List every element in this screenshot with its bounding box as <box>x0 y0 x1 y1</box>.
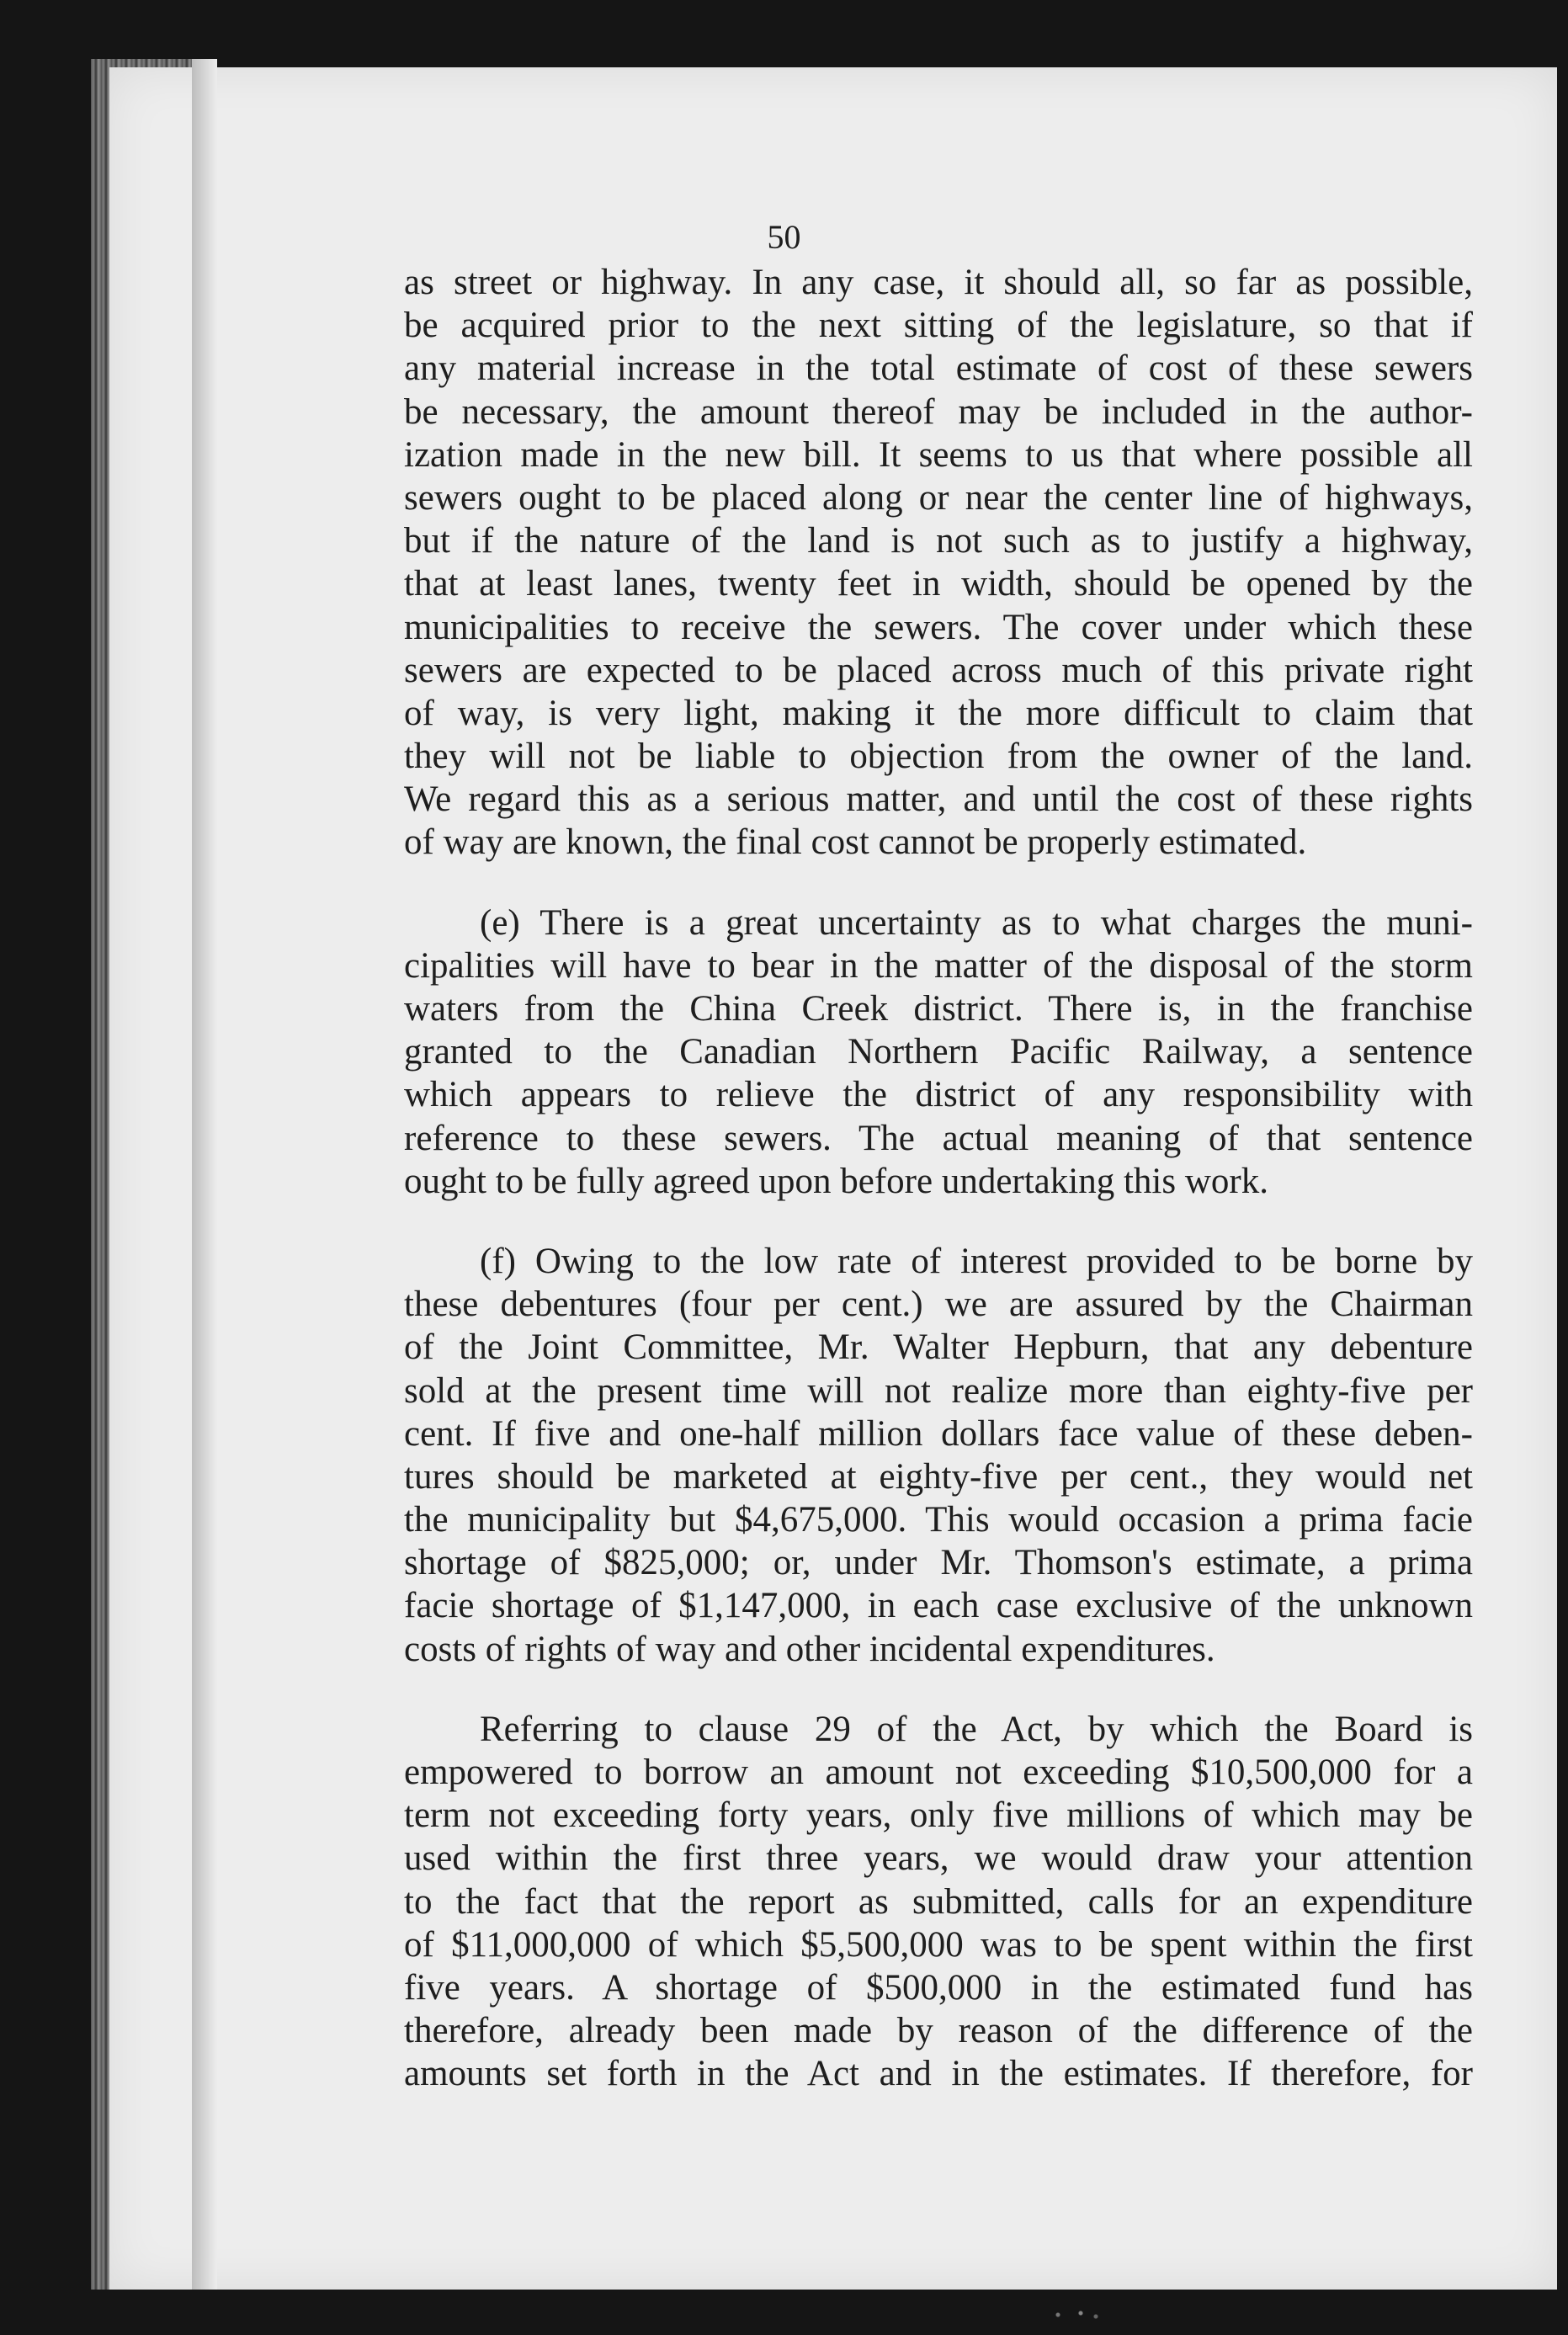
text-line: as street or highway. In any case, it should all, so far as possible, <box>404 263 1473 302</box>
text-line: any material increase in the total estimate of cost of these sewers <box>404 348 1473 389</box>
text-line: amounts set forth in the Act and in the estimates. If therefore, for <box>404 2054 1473 2094</box>
text-line: used within the first three years, we would draw your attention <box>404 1838 1473 1879</box>
text-line: (e) There is a great uncertainty as to what charges the muni- <box>480 902 1473 943</box>
text-line: of way are known, the final cost cannot be properly estimated. <box>404 822 1307 863</box>
page-gutter-shadow <box>192 59 217 2290</box>
text-line: of the Joint Committee, Mr. Walter Hepburn, that any debenture <box>404 1327 1473 1368</box>
body-text <box>404 261 1473 2133</box>
text-line: which appears to relieve the district of any responsibility with <box>404 1075 1473 1115</box>
text-line: of $11,000,000 of which $5,500,000 was to be spent within the first <box>404 1924 1473 1965</box>
text-line: cipalities will have to bear in the matter of the disposal of the storm <box>404 945 1473 986</box>
paragraph-1 <box>404 261 1473 864</box>
text-line: they will not be liable to objection from the owner of the land. <box>404 737 1473 777</box>
text-line: sold at the present time will not realize more than eighty-five per <box>404 1370 1473 1411</box>
text-line: but if the nature of the land is not such as to justify a highway, <box>404 521 1473 561</box>
text-line: municipalities to receive the sewers. The cover under which these <box>404 607 1473 647</box>
scan-specks <box>1035 2306 1111 2323</box>
text-line: tures should be marketed at eighty-five per cent., they would net <box>404 1456 1473 1497</box>
text-line: of way, is very light, making it the more difficult to claim that <box>404 693 1473 733</box>
text-line: ization made in the new bill. It seems to us that where possible all <box>404 434 1473 475</box>
text-line: reference to these sewers. The actual meaning of that sentence <box>404 1118 1473 1158</box>
text-line: empowered to borrow an amount not exceeding $10,500,000 for a <box>404 1753 1473 1792</box>
text-line: We regard this as a serious matter, and until the cost of these rights <box>404 779 1473 820</box>
text-line: be acquired prior to the next sitting of the legislature, so that if <box>404 306 1473 346</box>
text-line: ought to be fully agreed upon before undertaking this work. <box>404 1161 1268 1201</box>
text-line: cent. If five and one-half million dollars face value of these deben- <box>404 1413 1473 1454</box>
paragraph-f <box>404 1240 1473 1671</box>
text-line: sewers ought to be placed along or near the center line of highways, <box>404 477 1473 518</box>
text-line: term not exceeding forty years, only five millions of which may be <box>404 1795 1473 1836</box>
text-line: (f) Owing to the low rate of interest provided to be borne by <box>480 1241 1473 1281</box>
text-line: waters from the China Creek district. There is, in the franchise <box>404 989 1473 1029</box>
text-line: these debentures (four per cent.) we are assured by the Chairman <box>404 1285 1473 1325</box>
text-line: Referring to clause 29 of the Act, by which the Board is <box>480 1709 1473 1749</box>
text-line: granted to the Canadian Northern Pacific Railway, a sentence <box>404 1032 1473 1072</box>
paragraph-e <box>404 902 1473 1203</box>
text-line: costs of rights of way and other incidental expenditures. <box>404 1629 1215 1669</box>
text-line: to the fact that the report as submitted, calls for an expenditure <box>404 1881 1473 1922</box>
text-line: five years. A shortage of $500,000 in the estimated fund has <box>404 1967 1473 2008</box>
text-line: therefore, already been made by reason of the difference of the <box>404 2011 1473 2051</box>
text-line: shortage of $825,000; or, under Mr. Thomson's estimate, a prima <box>404 1543 1473 1583</box>
page-number: 50 <box>767 218 801 256</box>
text-line: the municipality but $4,675,000. This would occasion a prima facie <box>404 1500 1473 1540</box>
text-line: be necessary, the amount thereof may be included in the author- <box>404 391 1473 432</box>
text-line: sewers are expected to be placed across much of this private right <box>404 650 1473 690</box>
text-line: facie shortage of $1,147,000, in each case exclusive of the unknown <box>404 1586 1473 1626</box>
paragraph-clause-29 <box>404 1708 1473 2096</box>
text-line: that at least lanes, twenty feet in width, should be opened by the <box>404 564 1473 604</box>
